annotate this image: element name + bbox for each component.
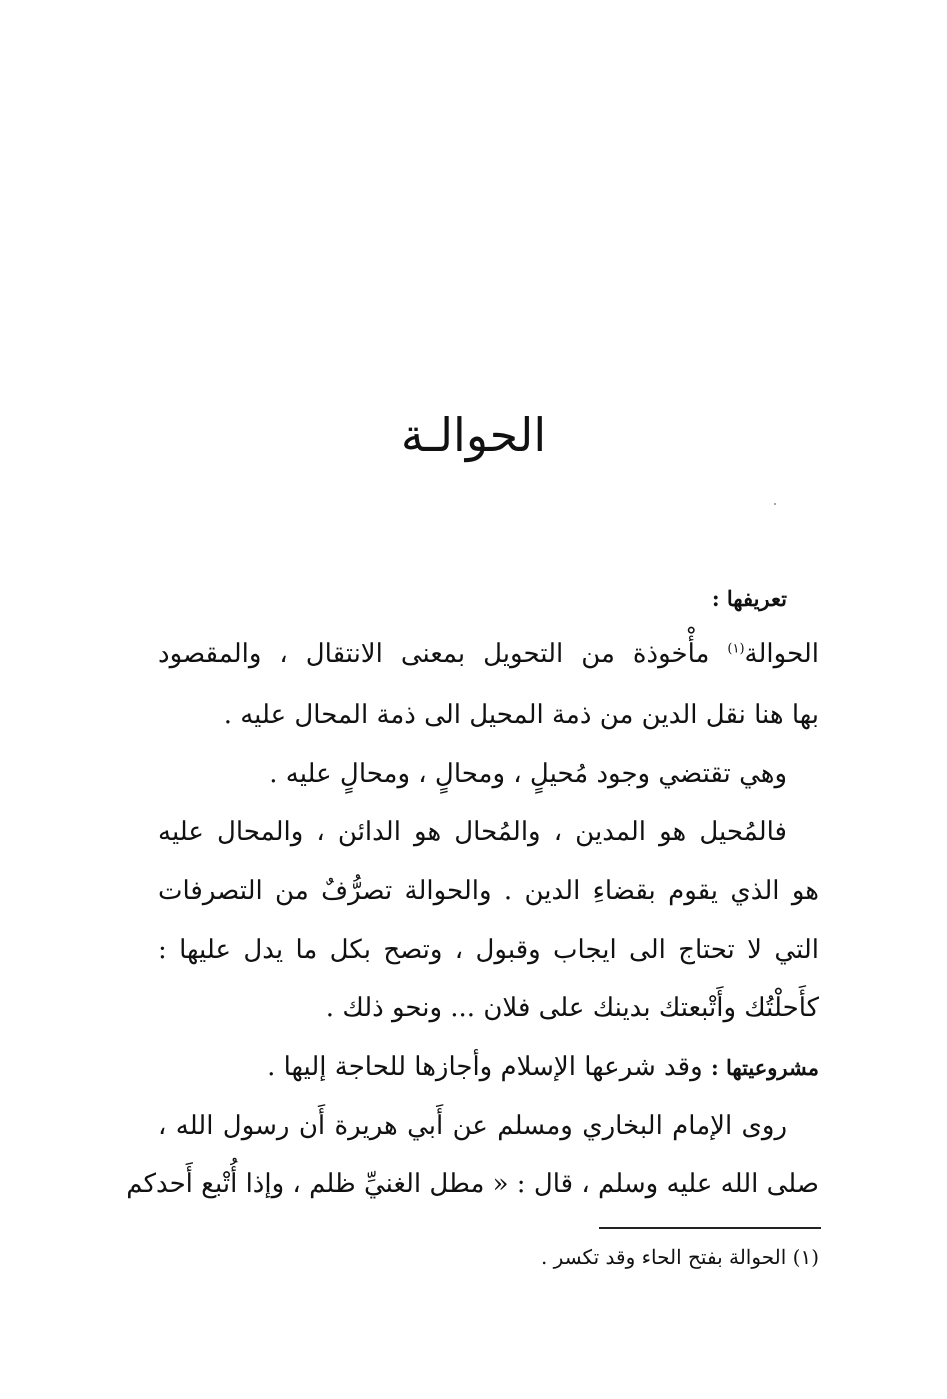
page-speck xyxy=(774,503,776,505)
chapter-title: الحوالـة xyxy=(400,408,547,462)
footnote-marker: (١) xyxy=(792,1245,819,1269)
paragraph-line: وهي تقتضي وجود مُحيلٍ ، ومحالٍ ، ومحالٍ عليه . xyxy=(269,759,787,789)
paragraph-text: وقد شرعها الإسلام وأجازها للحاجة إليها . xyxy=(267,1052,703,1082)
paragraph-text: مأْخوذة من التحويل بمعنى الانتقال ، والمقصود xyxy=(158,639,710,669)
footnote-reference: (١) xyxy=(727,641,745,657)
paragraph-line: التي لا تحتاج الى ايجاب وقبول ، وتصح بكل ما يدل عليها : xyxy=(158,935,819,965)
paragraph-line: فالمُحيل هو المدين ، والمُحال هو الدائن ، والمحال عليه xyxy=(158,817,787,847)
footnote-text: الحوالة بفتح الحاء وقد تكسر . xyxy=(540,1245,787,1269)
footnote-divider xyxy=(599,1227,821,1229)
footnote xyxy=(541,1240,819,1274)
paragraph-line: روى الإمام البخاري ومسلم عن أَبي هريرة أَن رسول الله ، xyxy=(158,1111,787,1141)
term-hawala: الحوالة xyxy=(744,639,819,669)
paragraph-line: هو الذي يقوم بقضاءِ الدين . والحوالة تصرُّفٌ من التصرفات xyxy=(158,876,819,906)
paragraph-line xyxy=(158,1045,819,1090)
definition-heading: تعريفها : xyxy=(711,586,787,611)
legitimacy-heading: مشروعيتها : xyxy=(710,1055,819,1080)
paragraph-line: بها هنا نقل الدين من ذمة المحيل الى ذمة المحال عليه . xyxy=(223,700,819,730)
paragraph-line: كأَحلْتُك وأَتْبعتك بدينك على فلان ... ونحو ذلك . xyxy=(325,993,819,1023)
paragraph-line: صلى الله عليه وسلم ، قال : « مطل الغنيِّ ظلم ، وإذا أُتْبع أَحدكم xyxy=(126,1169,819,1199)
paragraph-line xyxy=(158,632,819,676)
